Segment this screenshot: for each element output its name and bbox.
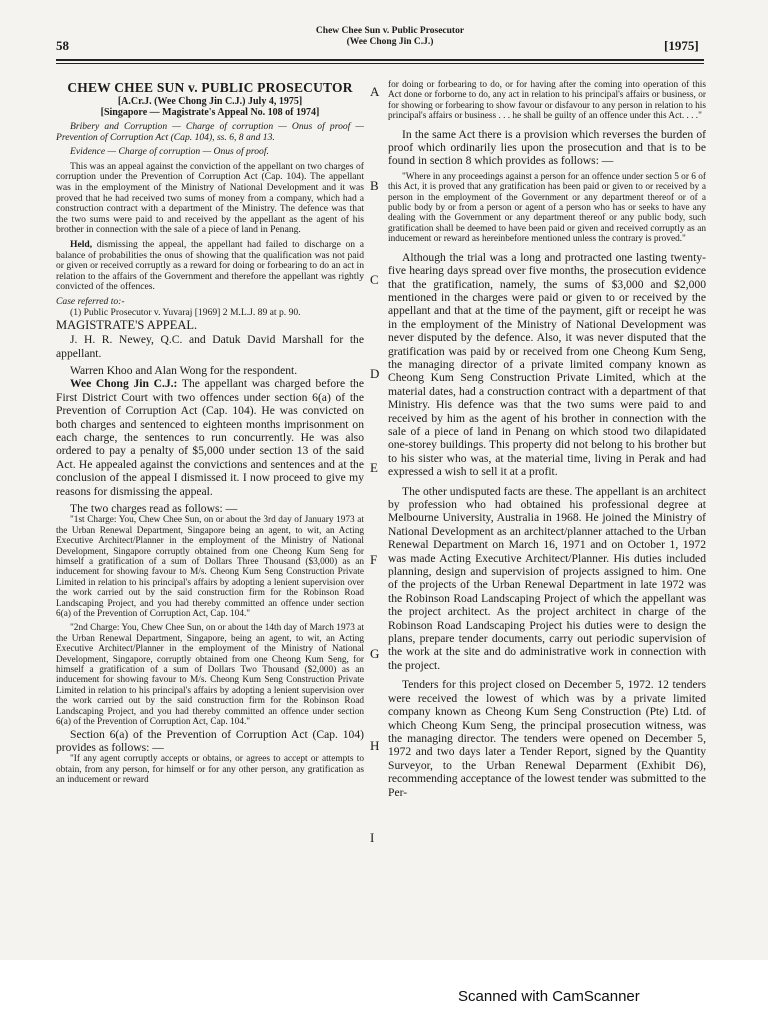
judgment-paragraph-1	[56, 377, 364, 498]
catchword-evidence: Evidence — Charge of corruption — Onus of proof.	[70, 146, 269, 158]
appeal-heading: MAGISTRATE'S APPEAL.	[56, 318, 198, 333]
margin-letter-b: B	[370, 178, 379, 193]
second-charge: "2nd Charge: You, Chew Chee Sun, on or about the 14th day of March 1973 at the Urban Renewal Department, Singapore, being an agent, to wit, an Acting Executive Architect/Planner in the employment of the Ministry of National Development, Singapore, corruptly obtained from one Cheong Kum Seng, for himself a gratification of a sum of Dollars Two Thousand ($2,000) as an inducement for showing favour to M/s. Cheong Kum Seng Construction Private Limited in relation to his principal's affairs by adopting a lenient supervision over the work carried out by the said construction firm for the Robinson Road Landscaping Project, and you had thereby committed an offence under section 6(a) of the Prevention of Corruption Act, Cap. 104."	[56, 623, 364, 728]
held-label: Held,	[70, 238, 93, 250]
case-title: CHEW CHEE SUN v. PUBLIC PROSECUTOR	[67, 80, 353, 95]
margin-letter-g: G	[370, 646, 380, 661]
catchword-bribery: Bribery and Corruption — Charge of corruption — Onus of proof — Prevention of Corruption Act (Cap. 104), ss. 6, 8 and 13.	[56, 121, 364, 143]
margin-letter-d: D	[370, 366, 380, 381]
right-column	[388, 80, 706, 799]
margin-letter-a: A	[370, 84, 380, 99]
judge-name: Wee Chong Jin C.J.:	[70, 377, 178, 391]
margin-letter-i: I	[370, 830, 375, 845]
scanner-watermark: Scanned with CamScanner	[458, 988, 640, 1005]
citation-court: [A.Cr.J. (Wee Chong Jin C.J.) July 4, 1975]	[117, 96, 303, 107]
paragraph-burden-of-proof: In the same Act there is a provision which reverses the burden of proof which ordinarily lies upon the prosecution and that is to be found in section 8 which provides as follows: —	[388, 127, 706, 168]
margin-letter-h: H	[370, 738, 380, 753]
held-paragraph	[56, 240, 364, 293]
running-head-title: Chew Chee Sun v. Public Prosecutor	[315, 26, 465, 36]
running-head-judge: (Wee Chong Jin C.J.)	[346, 37, 434, 47]
margin-letter-c: C	[370, 272, 379, 287]
header-rule	[56, 59, 704, 61]
page-number: 58	[56, 38, 69, 53]
running-head	[270, 26, 510, 48]
case-referred-1: (1) Public Prosecutor v. Yuvaraj [1969] 2 M.L.J. 89 at p. 90.	[70, 306, 301, 318]
header-rule-thin	[56, 63, 704, 64]
charges-intro: The two charges read as follows: —	[70, 501, 238, 515]
paragraph-trial-evidence: Although the trial was a long and protracted one lasting twenty-five hearing days spread over five months, the prosecution evidence that the gratification, namely, the sums of $3,000 and $2,000 mentioned in the charges were paid or given to or received by the appellant and that at the time of the payment, gift or receipt he was in the employment of the Ministry of National Development was never disputed by the defence. Also, it was never disputed that the gratification was paid by or received from one Cheong Kum Seng, the managing director of a private limited company known as Cheong Kum Seng Construction Private Limited, which at the material dates, had a construction contract with a department of that Ministry. His defence was that the two sums were paid to and received by him as the agent of his brother in connection with the sale of a piece of land in Penang on which stood two dilapidated one-storey buildings. This property did not belong to his brother but to his sister who was, at the material time, living in Perak and had expressed a wish to sell it at a profit.	[388, 250, 706, 479]
report-year: [1975]	[664, 38, 699, 53]
section-8-quote: "Where in any proceedings against a person for an offence under section 5 or 6 of this Act, it is proved that any gratification has been paid or given to or received by a person in the employment of the Government or any department thereof or of a public body by or from a person or agent of a person who has or seeks to have any dealing with the Government or any department thereof or any public body, such gratification shall be deemed to have been paid or given and received corruptly as an inducement or reward as hereinbefore mentioned unless the contrary is proved."	[388, 171, 706, 245]
headnote: This was an appeal against the conviction of the appellant on two charges of corruption under the Prevention of Corruption Act (Cap. 104). The appellant was in the employment of the Ministry of National Development and it was proved that he had received two sums of money from a company, which had a construction contract with a department of the Ministry. The defence was that the two sums were paid to and received by the appellant as the agent of his brother in connection with the sale of a piece of land in Penang.	[56, 160, 364, 236]
citation-appeal: [Singapore — Magistrate's Appeal No. 108 of 1974]	[100, 107, 320, 118]
paragraph-tenders: Tenders for this project closed on December 5, 1972. 12 tenders were received the lowest of which was by a private limited company known as Cheong Kum Seng Construction (Pte) Ltd. of which Cheong Kum Seng, the principal prosecution witness, was the managing director. The tenders were opened on December 5, 1972 and two days later a Tender Report, signed by the Quantity Surveyor, to the Urban Renewal Deparment (Exhibit D6), recommending acceptance of the lowest tender was submitted to the Per-	[388, 678, 706, 799]
paragraph-undisputed-facts: The other undisputed facts are these. The appellant is an architect by profession who had obtained his professional degree at Melbourne University, Australia in 1968. He joined the Ministry of National Development as an architect/planner attached to the Urban Renewal Department on March 16, 1971 and on October 1, 1972 was made Acting Executive Architect/Planner. His duties included planning, design and supervision of projects assigned to him. One of the projects of the Urban Renewal Department in late 1972 was the Robinson Road Landscaping Project of which the appellant was the project architect. As the project architect in charge of the Robinson Road Landscaping Project his duties were to design the plans, prepare tender documents, carry out periodic supervision of the work at the site and do administrative work in connection with the project.	[388, 484, 706, 672]
counsel-respondent: Warren Khoo and Alan Wong for the respondent.	[70, 363, 298, 377]
margin-letter-e: E	[370, 460, 378, 475]
margin-letter-f: F	[370, 552, 378, 567]
left-column	[56, 80, 364, 786]
held-text: dismissing the appeal, the appellant had failed to discharge on a balance of probabilities the onus of showing that the qualification was not paid or given or received corruptly as a reward for doing or forbearing to do an act in relation to the affairs of the Government and therefore the appellant was rightly convicted of the offences.	[56, 238, 364, 293]
section-6a-intro: Section 6(a) of the Prevention of Corruption Act (Cap. 104) provides as follows: —	[56, 727, 364, 754]
counsel-appellant: J. H. R. Newey, Q.C. and Datuk David Marshall for the appellant.	[56, 333, 364, 360]
cases-referred-label: Case referred to:-	[56, 295, 125, 307]
section-6a-quote: "If any agent corruptly accepts or obtains, or agrees to accept or attempts to obtain, from any person, for himself or for any other person, any gratification as an inducement or reward	[56, 754, 364, 786]
first-charge: "1st Charge: You, Chew Chee Sun, on or about the 3rd day of January 1973 at the Urban Renewal Department, Singapore being an agent, to wit, an Acting Executive Architect/Planner in the employment of the Ministry of National Development, Singapore corruptly obtained from one Cheong Kum Seng for himself a gratification of a sum of Dollars Three Thousand ($3,000) as an inducement for showing favour to M/s. Cheong Kum Seng Construction Private Limited in relation to his principal's affairs by adopting a lenient supervision over the work carried out by the said construction firm for the Robinson Road Landscaping Project, and you had thereby committed an offence under section 6(a) of the Prevention of Corruption Act, Cap. 104."	[56, 515, 364, 620]
section-6a-quote-continued: for doing or forbearing to do, or for having after the coming into operation of this Act done or forborne to do, any act in relation to his principal's affairs or business, or for showing or forbearing to show favour or disfavour to any person in relation to his principal's affairs or business . . . he shall be guilty of an offence under this Act. . . ."	[388, 80, 706, 122]
judgment-text-1: The appellant was charged before the First District Court with two offences under section 6(a) of the Prevention of Corruption Act (Cap. 104). He was convicted on both charges and sentenced to eighteen months imprisonment on each charge, the sentences to run concurrently. He was also ordered to pay a penalty of $5,000 under section 13 of the said Act. He appealed against the convictions and sentences and at the conclusion of the appeal I dismissed it. I now proceed to give my reasons for dismissing the appeal.	[56, 377, 364, 498]
